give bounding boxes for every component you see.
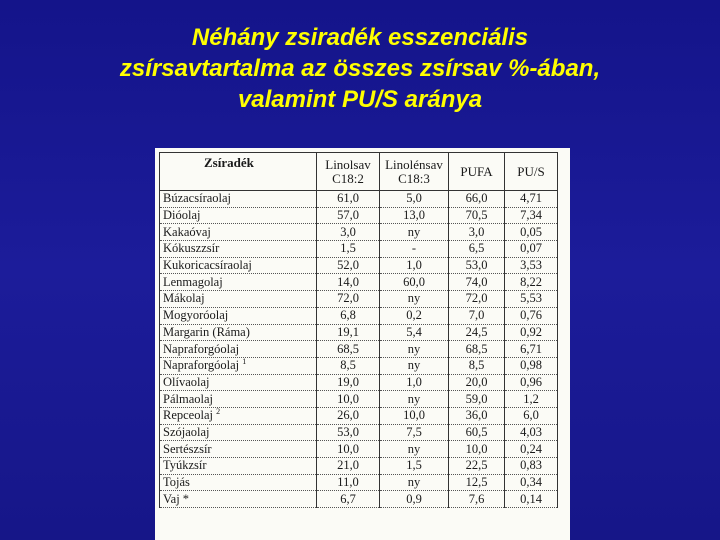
linolensav-cell: ny — [380, 357, 449, 374]
linolsav-cell: 6,7 — [317, 491, 380, 508]
linolensav-cell: - — [380, 241, 449, 258]
scanned-table-image — [155, 148, 570, 540]
table-row — [160, 474, 558, 491]
title-line-2: zsírsavtartalma az összes zsírsav %-ában, — [119, 55, 601, 82]
pufa-cell: 3,0 — [449, 224, 505, 241]
pufa-cell: 12,5 — [449, 474, 505, 491]
linolensav-cell: 7,5 — [380, 424, 449, 441]
pus-cell: 0,98 — [505, 357, 558, 374]
linolensav-cell: 13,0 — [380, 207, 449, 224]
pufa-cell: 70,5 — [449, 207, 505, 224]
slide-title — [0, 22, 720, 115]
fat-name-cell: Kakaóvaj — [160, 224, 317, 241]
linolsav-cell: 8,5 — [317, 357, 380, 374]
header-linolensav: Linolénsav C18:3 — [380, 153, 449, 191]
fat-name-cell: Kókuszzsír — [160, 241, 317, 258]
pufa-cell: 60,5 — [449, 424, 505, 441]
linolensav-cell: 1,5 — [380, 458, 449, 475]
fat-name-cell: Vaj * — [160, 491, 317, 508]
table-row — [160, 491, 558, 508]
fat-name-cell: Napraforgóolaj — [160, 341, 317, 358]
pus-cell: 5,53 — [505, 291, 558, 308]
footnote-marker: 2 — [216, 407, 221, 417]
linolsav-cell: 11,0 — [317, 474, 380, 491]
fat-name-cell: Margarin (Ráma) — [160, 324, 317, 341]
pus-cell: 0,24 — [505, 441, 558, 458]
fat-name-cell: Mogyoróolaj — [160, 307, 317, 324]
linolensav-cell: ny — [380, 474, 449, 491]
table-row — [160, 424, 558, 441]
linolsav-cell: 6,8 — [317, 307, 380, 324]
linolsav-cell: 57,0 — [317, 207, 380, 224]
linolensav-cell: ny — [380, 391, 449, 408]
pus-cell: 0,92 — [505, 324, 558, 341]
linolsav-cell: 19,0 — [317, 374, 380, 391]
pufa-cell: 72,0 — [449, 291, 505, 308]
fat-name-cell: Mákolaj — [160, 291, 317, 308]
pus-cell: 0,14 — [505, 491, 558, 508]
table-row — [160, 241, 558, 258]
pufa-cell: 66,0 — [449, 191, 505, 208]
pufa-cell: 24,5 — [449, 324, 505, 341]
table-row — [160, 257, 558, 274]
title-line-3: valamint PU/S aránya — [237, 86, 483, 113]
linolsav-cell: 72,0 — [317, 291, 380, 308]
pus-cell: 0,05 — [505, 224, 558, 241]
table-body — [160, 191, 558, 508]
header-pus: PU/S — [505, 153, 558, 191]
header-linolsav: Linolsav C18:2 — [317, 153, 380, 191]
linolensav-cell: ny — [380, 441, 449, 458]
pus-cell: 1,2 — [505, 391, 558, 408]
header-pufa: PUFA — [449, 153, 505, 191]
pus-cell: 8,22 — [505, 274, 558, 291]
table-row — [160, 374, 558, 391]
linolsav-cell: 14,0 — [317, 274, 380, 291]
pufa-cell: 6,5 — [449, 241, 505, 258]
linolensav-cell: ny — [380, 291, 449, 308]
linolsav-cell: 21,0 — [317, 458, 380, 475]
linolensav-cell: 0,2 — [380, 307, 449, 324]
pufa-cell: 8,5 — [449, 357, 505, 374]
pus-cell: 4,03 — [505, 424, 558, 441]
linolensav-cell: 60,0 — [380, 274, 449, 291]
fat-composition-table — [159, 152, 558, 508]
linolsav-cell: 10,0 — [317, 391, 380, 408]
table-row — [160, 324, 558, 341]
pus-cell: 6,71 — [505, 341, 558, 358]
table-row — [160, 407, 558, 424]
linolensav-cell: 0,9 — [380, 491, 449, 508]
pufa-cell: 68,5 — [449, 341, 505, 358]
fat-name-cell: Tyúkzsír — [160, 458, 317, 475]
linolsav-cell: 26,0 — [317, 407, 380, 424]
pus-cell: 0,07 — [505, 241, 558, 258]
header-zsiradek: Zsíradék — [160, 153, 317, 191]
table-row — [160, 207, 558, 224]
table-row — [160, 391, 558, 408]
fat-name-cell: Dióolaj — [160, 207, 317, 224]
linolensav-cell: 10,0 — [380, 407, 449, 424]
table-row — [160, 307, 558, 324]
pus-cell: 0,76 — [505, 307, 558, 324]
linolsav-cell: 10,0 — [317, 441, 380, 458]
linolsav-cell: 52,0 — [317, 257, 380, 274]
linolensav-cell: ny — [380, 224, 449, 241]
pufa-cell: 20,0 — [449, 374, 505, 391]
fat-name-cell: Lenmagolaj — [160, 274, 317, 291]
fat-name-cell: Pálmaolaj — [160, 391, 317, 408]
linolensav-cell: ny — [380, 341, 449, 358]
table-row — [160, 291, 558, 308]
linolsav-cell: 19,1 — [317, 324, 380, 341]
pufa-cell: 7,6 — [449, 491, 505, 508]
linolensav-cell: 5,4 — [380, 324, 449, 341]
pufa-cell: 22,5 — [449, 458, 505, 475]
pus-cell: 3,53 — [505, 257, 558, 274]
pufa-cell: 53,0 — [449, 257, 505, 274]
fat-name-cell: Tojás — [160, 474, 317, 491]
table-row — [160, 274, 558, 291]
pufa-cell: 36,0 — [449, 407, 505, 424]
fat-name-cell: Búzacsíraolaj — [160, 191, 317, 208]
pus-cell: 0,83 — [505, 458, 558, 475]
linolensav-cell: 1,0 — [380, 374, 449, 391]
footnote-marker: 1 — [242, 357, 247, 367]
pus-cell: 6,0 — [505, 407, 558, 424]
fat-name-cell: Napraforgóolaj $^1$ — [160, 357, 317, 374]
linolsav-cell: 53,0 — [317, 424, 380, 441]
table-header-row — [160, 153, 558, 191]
linolsav-cell: 3,0 — [317, 224, 380, 241]
table-row — [160, 224, 558, 241]
pufa-cell: 10,0 — [449, 441, 505, 458]
linolsav-cell: 61,0 — [317, 191, 380, 208]
pufa-cell: 74,0 — [449, 274, 505, 291]
table-row — [160, 357, 558, 374]
fat-name-cell: Kukoricacsíraolaj — [160, 257, 317, 274]
pus-cell: 7,34 — [505, 207, 558, 224]
table-row — [160, 191, 558, 208]
linolsav-cell: 68,5 — [317, 341, 380, 358]
table-row — [160, 458, 558, 475]
pufa-cell: 7,0 — [449, 307, 505, 324]
linolsav-cell: 1,5 — [317, 241, 380, 258]
pus-cell: 0,96 — [505, 374, 558, 391]
table-row — [160, 341, 558, 358]
linolensav-cell: 5,0 — [380, 191, 449, 208]
fat-name-cell: Sertészsír — [160, 441, 317, 458]
fat-name-cell: Repceolaj $^2$ — [160, 407, 317, 424]
title-line-1: Néhány zsiradék esszenciális — [191, 24, 529, 51]
pufa-cell: 59,0 — [449, 391, 505, 408]
table-row — [160, 441, 558, 458]
fat-name-cell: Szójaolaj — [160, 424, 317, 441]
pus-cell: 0,34 — [505, 474, 558, 491]
linolensav-cell: 1,0 — [380, 257, 449, 274]
pus-cell: 4,71 — [505, 191, 558, 208]
fat-name-cell: Olívaolaj — [160, 374, 317, 391]
